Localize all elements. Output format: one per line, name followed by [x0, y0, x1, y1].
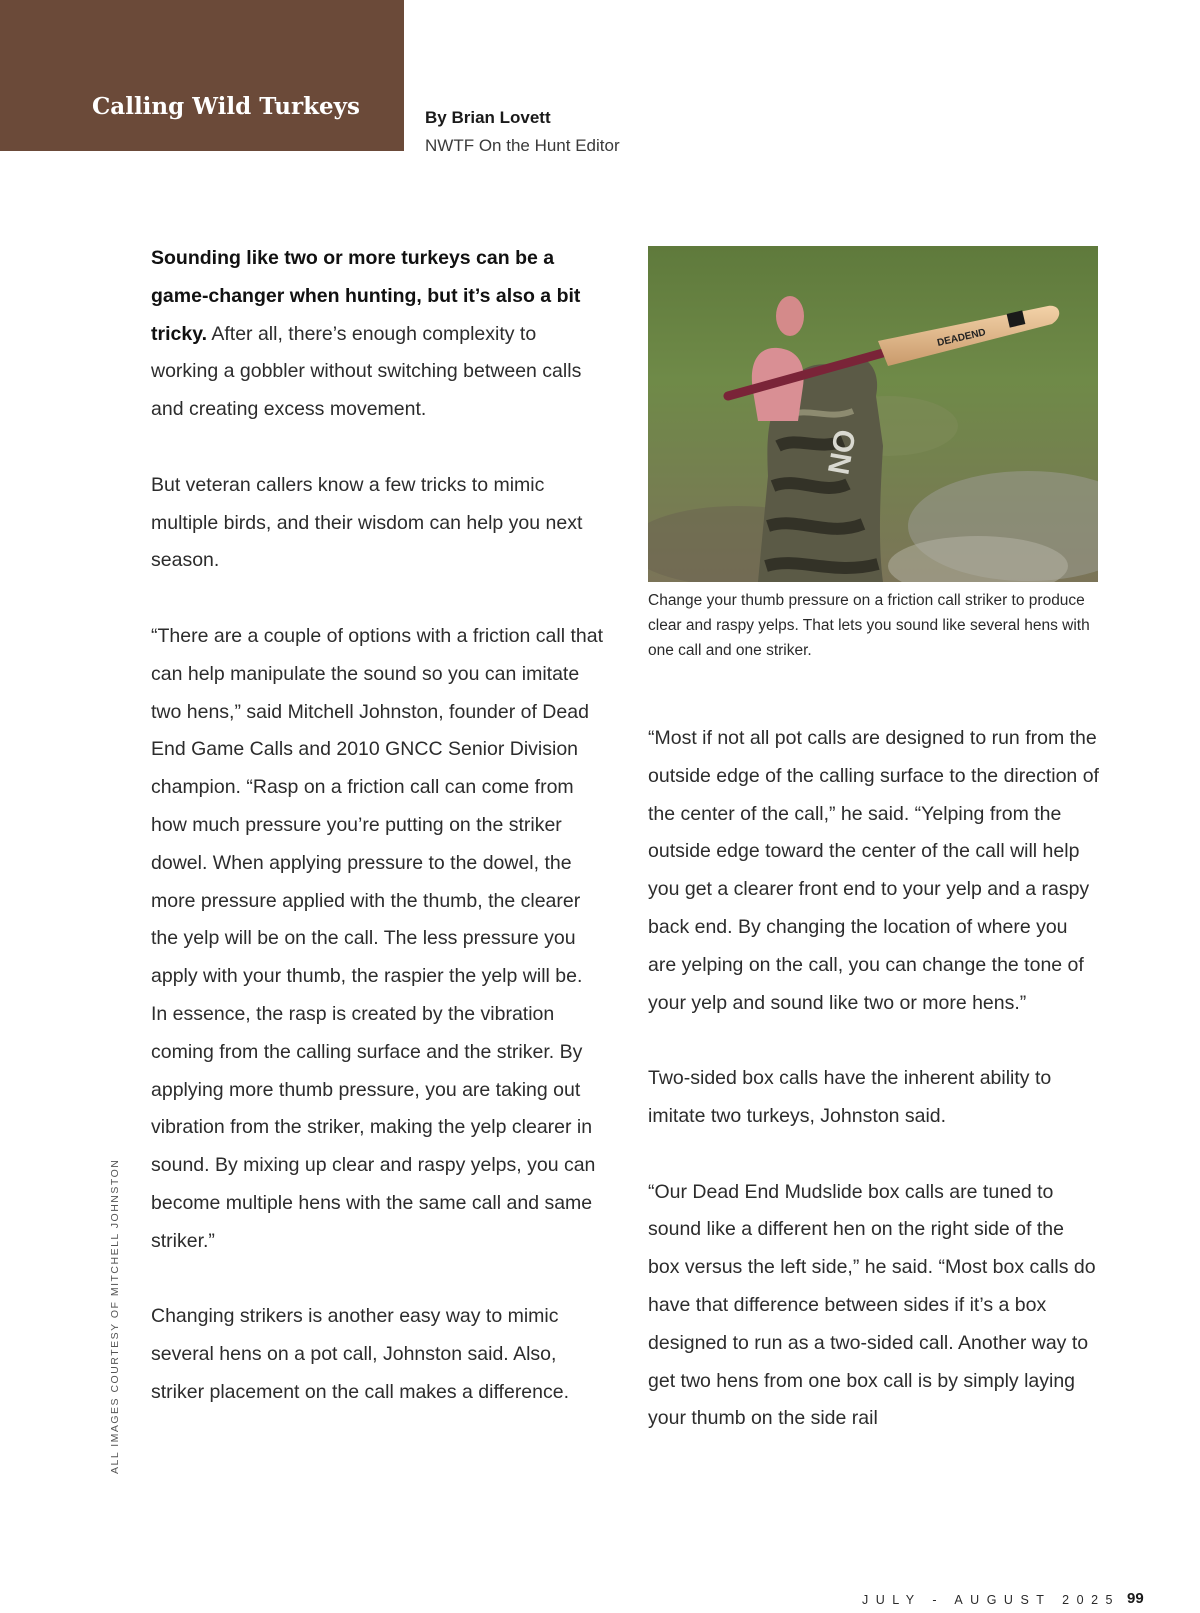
paragraph: “Our Dead End Mudslide box calls are tuned to sound like a different hen on the right side of the box versus the left side,” he said. “Most box calls do have that difference between sides if it’s a box designed to run as a two-sided call. Another way to get two hens from one box call is by simply laying your thumb on the side rail [648, 1180, 1096, 1430]
paragraph: But veteran callers know a few tricks to mimic multiple birds, and their wisdom can help you next season. [151, 473, 583, 572]
article-column-right [648, 720, 1100, 1476]
lead-bold-text: Sounding like two or more turkeys can be a game-changer when hunting, but it’s also a bit tricky. [151, 247, 581, 345]
page-number: 99 [1127, 1590, 1144, 1607]
author-name: By Brian Lovett [425, 108, 551, 127]
paragraph: Two-sided box calls have the inherent ability to imitate two turkeys, Johnston said. [648, 1067, 1052, 1127]
striker-brand-text: DEADEND [936, 327, 987, 349]
lead-paragraph [151, 240, 603, 429]
glove-logo-text: NO [822, 427, 863, 478]
article-column-left [151, 240, 603, 1450]
section-title: Calling Wild Turkeys [92, 93, 360, 120]
photo-caption: Change your thumb pressure on a friction call striker to produce clear and raspy yelps. That lets you sound like several hens with one call and one striker. [648, 592, 1090, 659]
photo-credit: ALL IMAGES COURTESY OF MITCHELL JOHNSTON [109, 1158, 121, 1474]
lead-text: After all, there’s enough complexity to working a gobbler without switching between calls and creating excess movement. [151, 322, 582, 421]
section-banner [0, 0, 404, 151]
author-role: NWTF On the Hunt Editor [425, 136, 620, 155]
byline [425, 106, 620, 158]
friction-call-photo [648, 246, 1098, 582]
issue-date: JULY - AUGUST 2025 [862, 1593, 1120, 1607]
paragraph: “There are a couple of options with a friction call that can help manipulate the sound so you can imitate two hens,” said Mitchell Johnston, founder of Dead End Game Calls and 2010 GNCC Senior Division champion. “Rasp on a friction call can come from how much pressure you’re putting on the striker dowel. When applying pressure to the dowel, the more pressure applied with the thumb, the clearer the yelp will be on the call. The less pressure you apply with your thumb, the raspier the yelp will be. In essence, the rasp is created by the vibration coming from the calling surface and the striker. By applying more thumb pressure, you are taking out vibration from the striker, making the yelp clearer in sound. By mixing up clear and raspy yelps, you can become multiple hens with the same call and same striker.” [151, 624, 603, 1252]
paragraph: “Most if not all pot calls are designed to run from the outside edge of the calling surface to the direction of the center of the call,” he said. “Yelping from the outside edge toward the center of the call will help you get a clearer front end to your yelp and a raspy back end. By changing the location of where you are yelping on the call, you can change the tone of your yelp and sound like two or more hens.” [648, 727, 1099, 1014]
article-photo [648, 246, 1098, 582]
paragraph: Changing strikers is another easy way to mimic several hens on a pot call, Johnston said. Also, striker placement on the call makes a difference. [151, 1305, 570, 1403]
